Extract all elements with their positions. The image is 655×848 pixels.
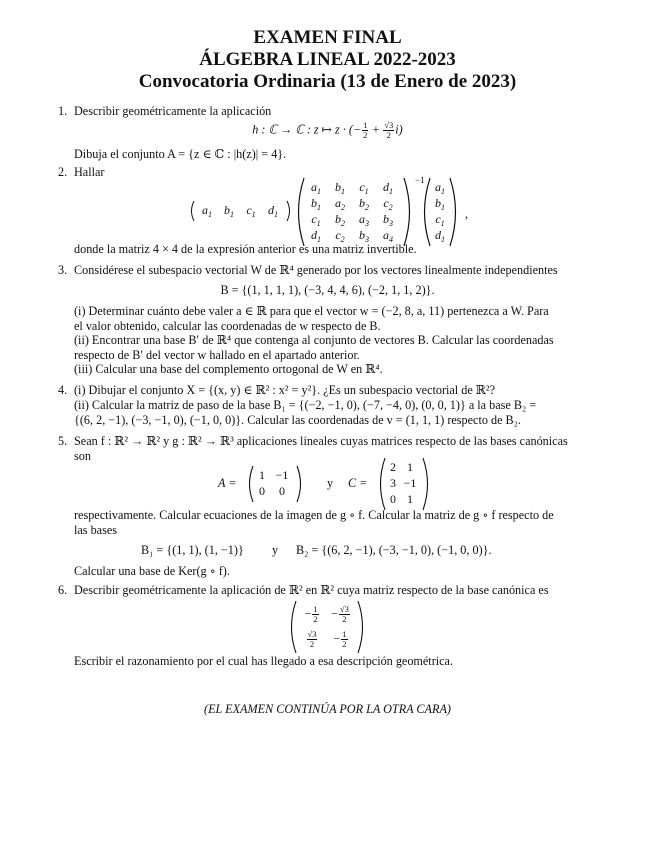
subscript: 1 — [230, 210, 234, 219]
fraction — [307, 630, 318, 649]
matrix-A-entry: 0 — [259, 484, 265, 498]
matrix-entry: $b_1$ — [335, 180, 345, 196]
q4-line2: (ii) Calcular la matriz de paso de la base B₁ = {(−2, −1, 0), (−7, −4, 0), (0, 0, 1)} a la base B₂ = — [74, 398, 537, 412]
matrix-entry: $c_1$ — [359, 180, 369, 196]
q2-comma: , — [465, 207, 469, 221]
q6-rparen — [356, 600, 368, 654]
matrix-entry: $b_3$ — [359, 228, 369, 244]
q5-B1: B₁ = {(1, 1), (1, −1)} — [141, 543, 244, 557]
column-entry: $c_1$ — [435, 212, 445, 228]
q4-number: 4. — [58, 383, 68, 397]
subscript: 1 — [208, 210, 212, 219]
subscript: 3 — [389, 219, 393, 228]
q6-number: 6. — [58, 583, 68, 597]
matrix-C-entry: 1 — [407, 492, 413, 506]
rotation-matrix-entry: − $\frac{1}{2}$ — [333, 629, 347, 649]
column-entry: $a_1$ — [435, 180, 445, 196]
fraction — [312, 605, 318, 624]
matrix-C-entry: 0 — [390, 492, 396, 506]
matrix-C-entry: 3 — [390, 476, 396, 490]
matrix-entry: $a_2$ — [335, 196, 345, 212]
q2-number: 2. — [58, 165, 68, 179]
matrix-entry: $c_2$ — [383, 196, 393, 212]
q1-frac-a-num: 1 — [363, 120, 368, 130]
row-entry: $a_1$ — [202, 203, 212, 219]
q4-line1: (i) Dibujar el conjunto X = {(x, y) ∈ ℝ² : x² = y²}. ¿Es un subespacio vectorial de ℝ²? — [74, 383, 495, 397]
q1-number: 1. — [58, 104, 68, 118]
q3-number: 3. — [58, 263, 68, 277]
subscript: 1 — [441, 235, 445, 244]
matrix-entry: $c_1$ — [311, 212, 321, 228]
matrix-entry: $d_1$ — [383, 180, 393, 196]
denominator: 2 — [342, 639, 347, 649]
q6-lparen — [286, 600, 298, 654]
fraction — [341, 630, 347, 649]
q5-C-rparen — [421, 457, 433, 511]
q2-note: donde la matriz 4 × 4 de la expresión anterior es una matriz invertible. — [74, 242, 417, 256]
matrix-entry: $a_3$ — [359, 212, 369, 228]
matrix-entry: $c_2$ — [335, 228, 345, 244]
q5-line3: respectivamente. Calcular ecuaciones de la imagen de g ∘ f. Calcular la matriz de g ∘ f respecto de — [74, 508, 554, 522]
matrix-entry: $b_1$ — [311, 196, 321, 212]
subscript: 3 — [365, 219, 369, 228]
matrix-entry: $d_1$ — [311, 228, 321, 244]
numerator: 1 — [313, 604, 318, 614]
subscript: 2 — [340, 235, 345, 244]
subscript: 1 — [441, 187, 445, 196]
subscript: 4 — [389, 235, 393, 244]
rotation-matrix-entry — [298, 630, 326, 649]
row-entry: $d_1$ — [268, 203, 278, 219]
q3-line5: respecto de B′ del vector w hallado en el apartado anterior. — [74, 348, 360, 362]
q1-frac-a — [362, 121, 368, 140]
q1-frac-a-den: 2 — [363, 130, 368, 140]
continue-notice: (EL EXAMEN CONTINÚA POR LA OTRA CARA) — [204, 702, 451, 716]
q5-C-label: C = — [348, 476, 368, 490]
subscript: 1 — [274, 210, 278, 219]
matrix-C-entry: 1 — [407, 460, 413, 474]
q2-row-lparen — [188, 200, 196, 222]
numerator: 1 — [342, 629, 347, 639]
q2-col-rparen — [448, 177, 462, 247]
matrix-A-entry: 0 — [279, 484, 285, 498]
column-entry: $b_1$ — [435, 196, 445, 212]
exam-title: EXAMEN FINAL — [253, 27, 402, 48]
numerator: √3 — [339, 604, 349, 614]
rotation-matrix-entry: − $\frac{√3}{2}$ — [331, 604, 349, 624]
q3-basis: B = {(1, 1, 1, 1), (−3, 4, 4, 6), (−2, 1, 1, 2)}. — [220, 283, 435, 297]
row-entry: $b_1$ — [224, 203, 234, 219]
subscript: 1 — [441, 203, 445, 212]
matrix-A-entry: 1 — [259, 468, 265, 482]
q5-number: 5. — [58, 434, 68, 448]
q1-map-lhs: h : ℂ → ℂ : z ↦ z · (− — [252, 122, 362, 137]
subscript: 1 — [317, 203, 321, 212]
q2-intro: Hallar — [74, 165, 105, 179]
subscript: 1 — [317, 235, 321, 244]
q3-line4: (ii) Encontrar una base B′ de ℝ⁴ que contenga al conjunto de vectores B. Calcular las coordenadas — [74, 333, 554, 347]
q1-draw: Dibuja el conjunto A = {z ∈ ℂ : |h(z)| = 4}. — [74, 147, 287, 161]
matrix-C-entry: 2 — [390, 460, 396, 474]
subscript: 1 — [440, 219, 445, 228]
subscript: 1 — [317, 187, 321, 196]
q5-line2: son — [74, 449, 91, 463]
fraction — [339, 605, 350, 624]
q5-line5: Calcular una base de Ker(g ∘ f). — [74, 564, 230, 578]
denominator: 2 — [342, 614, 347, 624]
q5-and: y — [327, 476, 334, 490]
matrix-A-entry: −1 — [275, 468, 289, 482]
matrix-C-entry: −1 — [403, 476, 417, 490]
subscript: 3 — [365, 235, 369, 244]
q5-line1: Sean f : ℝ² → ℝ² y g : ℝ² → ℝ³ aplicaciones lineales cuyas matrices respecto de las bases canónicas — [74, 434, 568, 448]
q5-and2: y — [272, 543, 279, 557]
subscript: 2 — [341, 203, 345, 212]
subscript: 2 — [341, 219, 345, 228]
subscript: 1 — [389, 187, 393, 196]
q5-B2: B₂ = {(6, 2, −1), (−3, −1, 0), (−1, 0, 0)}. — [296, 543, 492, 557]
q5-A-rparen — [295, 465, 305, 503]
q1-frac-b-num: √3 — [384, 120, 394, 130]
q1-intro: Describir geométricamente la aplicación — [74, 104, 272, 118]
q6-line1: Describir geométricamente la aplicación de ℝ² en ℝ² cuya matriz respecto de la base canónica es — [74, 583, 549, 597]
q2-inverse-exponent: −1 — [415, 175, 425, 185]
subscript: 1 — [364, 187, 369, 196]
q6-line2: Escribir el razonamiento por el cual has llegado a esa descripción geométrica. — [74, 654, 454, 668]
q5-A-label: A = — [218, 476, 237, 490]
q1-frac-b — [383, 121, 394, 140]
subscript: 1 — [251, 210, 256, 219]
q1-map — [0, 121, 655, 140]
subscript: 2 — [388, 203, 393, 212]
q5-line4: las bases — [74, 523, 117, 537]
matrix-entry: $a_4$ — [383, 228, 393, 244]
matrix-entry: $b_3$ — [383, 212, 393, 228]
session-title: Convocatoria Ordinaria (13 de Enero de 2023) — [138, 71, 517, 92]
q3-line2: (i) Determinar cuánto debe valer a ∈ ℝ para que el vector w = (−2, 8, a, 11) pertenezca a W. Para — [74, 304, 549, 318]
q3-line1: Considérese el subespacio vectorial W de ℝ⁴ generado por los vectores linealmente independientes — [74, 263, 558, 277]
q3-line6: (iii) Calcular una base del complemento ortogonal de W en ℝ⁴. — [74, 362, 383, 376]
denominator: 2 — [309, 639, 315, 649]
subscript: 1 — [316, 219, 321, 228]
matrix-entry: $b_2$ — [359, 196, 369, 212]
matrix-entry: $b_2$ — [335, 212, 345, 228]
denominator: 2 — [313, 614, 318, 624]
column-entry: $d_1$ — [435, 228, 445, 244]
q2-matrix-rparen — [402, 177, 416, 247]
numerator: √3 — [307, 629, 317, 639]
q3-line3: el valor obtenido, calcular las coordenadas de w respecto de B. — [74, 319, 381, 333]
q1-plus: + — [369, 122, 383, 137]
q4-line3: {(6, 2, −1), (−3, −1, 0), (−1, 0, 0)}. Calcular las coordenadas de v = (1, 1, 1) respecto de B₂. — [74, 413, 521, 427]
subscript: 1 — [341, 187, 345, 196]
matrix-entry: $a_1$ — [311, 180, 321, 196]
row-entry: $c_1$ — [246, 203, 256, 219]
q1-frac-b-den: 2 — [386, 130, 391, 140]
rotation-matrix-entry: − $\frac{1}{2}$ — [304, 604, 318, 624]
subscript: 2 — [365, 203, 369, 212]
q1-map-end: i) — [395, 122, 403, 137]
course-title: ÁLGEBRA LINEAL 2022-2023 — [199, 49, 456, 70]
